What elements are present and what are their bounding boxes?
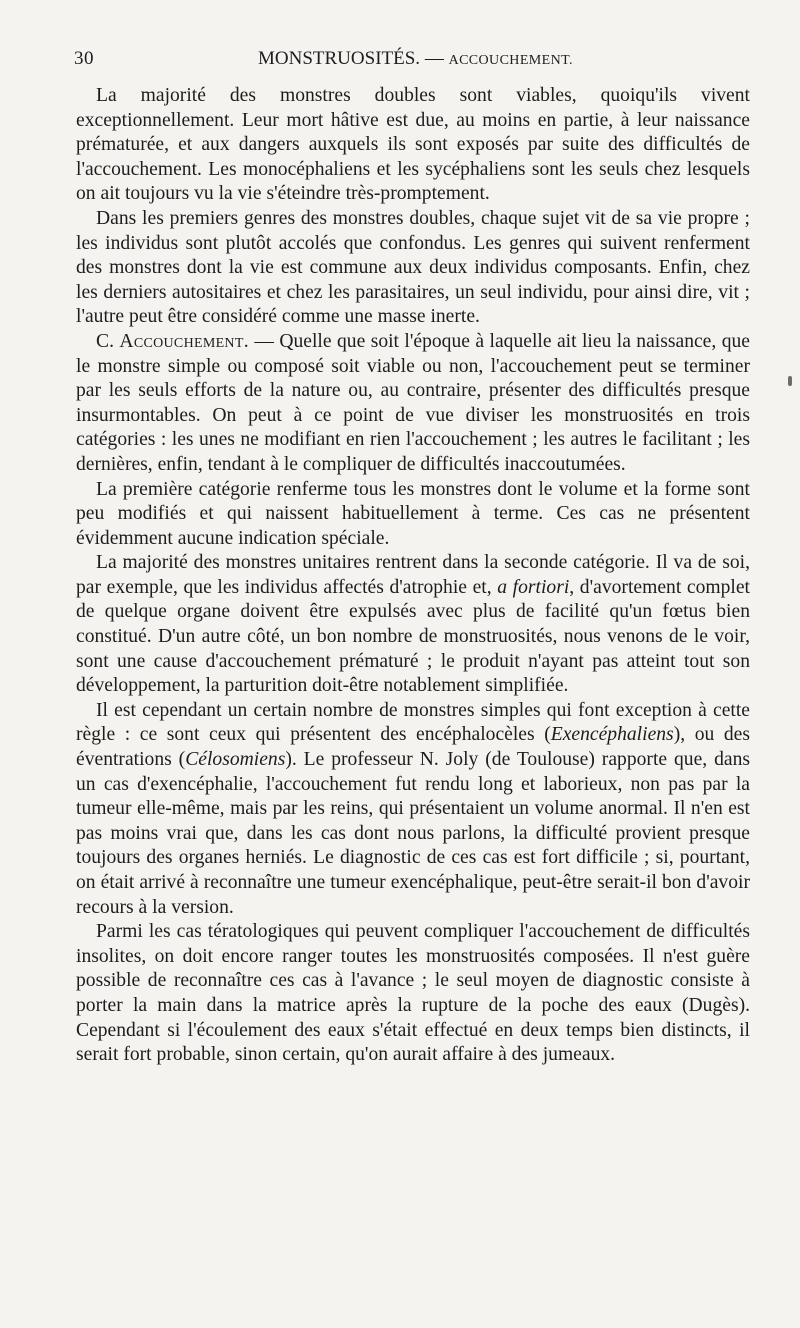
exceptions-text-2: ), ou des éventrations ( xyxy=(76,724,751,771)
section-prefix: C. xyxy=(96,330,120,352)
section-heading: Accouchement. xyxy=(119,330,249,352)
section-text: — Quelle que soit l'époque à laquelle ait lieu la naissance, que le monstre simple ou composé soit viable ou non, l'accouchement peut se terminer par les seuls efforts de la nature ou, au contraire, présenter des difficultés presque insurmontables. On peut à ce point de vue diviser les monstruosités en trois catégories : les unes ne modifiant en rien l'accouchement ; les autres le facilitant ; les dernières, enfin, tendant à le compliquer de difficultés inaccoutumées. xyxy=(76,330,750,475)
page-number: 30 xyxy=(74,48,94,69)
italic-exencephaliens: Exencéphaliens xyxy=(550,724,674,746)
italic-a-fortiori: a fortiori xyxy=(497,576,570,598)
running-head-subtitle: ACCOUCHEMENT. xyxy=(448,53,573,68)
paragraph-premiere-categorie: La première catégorie renferme tous les monstres dont le volume et la forme sont peu modifiés et qui naissent habituellement à terme. Ces cas ne présentent évidemment aucune indication spéciale. xyxy=(76,478,750,549)
body-text xyxy=(76,84,750,1068)
paragraph-accouchement xyxy=(76,330,750,478)
exceptions-text-1: Il est cependant un certain nombre de monstres simples qui font exception à cette règle : ce sont ceux qui présentent des encéphalocèles ( xyxy=(76,699,750,746)
running-head-dash: — xyxy=(420,48,449,69)
running-head-title: MONSTRUOSITÉS. xyxy=(258,48,421,69)
exceptions-text-3: ). Le professeur N. Joly (de Toulouse) rapporte que, dans un cas d'exencéphalie, l'accouchement fut rendu long et laborieux, non pas par la tumeur elle-même, mais par les reins, qui présentaient un volume anormal. Il n'en est pas moins vrai que, dans les cas dont nous parlons, la difficulté provient presque toujours des organes herniés. Le diagnostic de ces cas est fort difficile ; si, pourtant, on était arrivé à reconnaître une tumeur exencéphalique, peut-être serait-il bon d'avoir recours à la version. xyxy=(76,749,750,918)
page-edge-mark xyxy=(788,376,792,386)
paragraph-monstruosites-composees: Parmi les cas tératologiques qui peuvent compliquer l'accouchement de difficultés insolites, on doit encore ranger toutes les monstruosités composées. Il n'est guère possible de reconnaître ces cas à l'avance ; le seul moyen de diagnostic consiste à porter la main dans la matrice après la rupture de la poche des eaux (Dugès). Cependant si l'écoulement des eaux s'était effectué en deux temps bien distincts, il serait fort probable, sinon certain, qu'on aurait affaire à des jumeaux. xyxy=(76,921,750,1066)
paragraph-monstres-doubles-viables: La majorité des monstres doubles sont viables, quoiqu'ils vivent exceptionnellement. Leur mort hâtive est due, au moins en partie, à leur naissance prématurée, et aux dangers auxquels ils sont exposés par suite des difficultés de l'accouchement. Les monocéphaliens et les sycéphaliens sont les seuls chez lesquels on ait toujours vu la vie s'éteindre très-promptement. xyxy=(76,85,750,205)
paragraph-genres-monstres-doubles: Dans les premiers genres des monstres doubles, chaque sujet vit de sa vie propre ; les individus sont plutôt accolés que confondus. Les genres qui suivent renferment des monstres dont la vie est commune aux deux individus composants. Enfin, chez les derniers autositaires et chez les parasitaires, un seul individu, pour ainsi dire, vit ; l'autre peut être considéré comme une masse inerte. xyxy=(76,207,750,328)
italic-celosomiens: Célosomiens xyxy=(185,749,286,771)
second-category-text-end: , d'avortement complet de quelque organe doivent être expulsés avec plus de facilité qu'un fœtus bien constitué. D'un autre côté, un bon nombre de monstruosités, nous venons de le voir, sont une cause d'accouchement prématuré ; le produit n'ayant pas atteint tout son développement, la parturition doit-être notablement simplifiée. xyxy=(76,576,750,697)
running-head xyxy=(258,48,573,70)
page-header xyxy=(72,48,752,74)
second-category-text-start: La majorité des monstres unitaires rentrent dans la seconde catégorie. Il va de soi, par exemple, que les individus affectés d'atrophie et, xyxy=(76,552,750,598)
paragraph-exceptions xyxy=(76,699,750,920)
paragraph-seconde-categorie xyxy=(76,551,750,699)
